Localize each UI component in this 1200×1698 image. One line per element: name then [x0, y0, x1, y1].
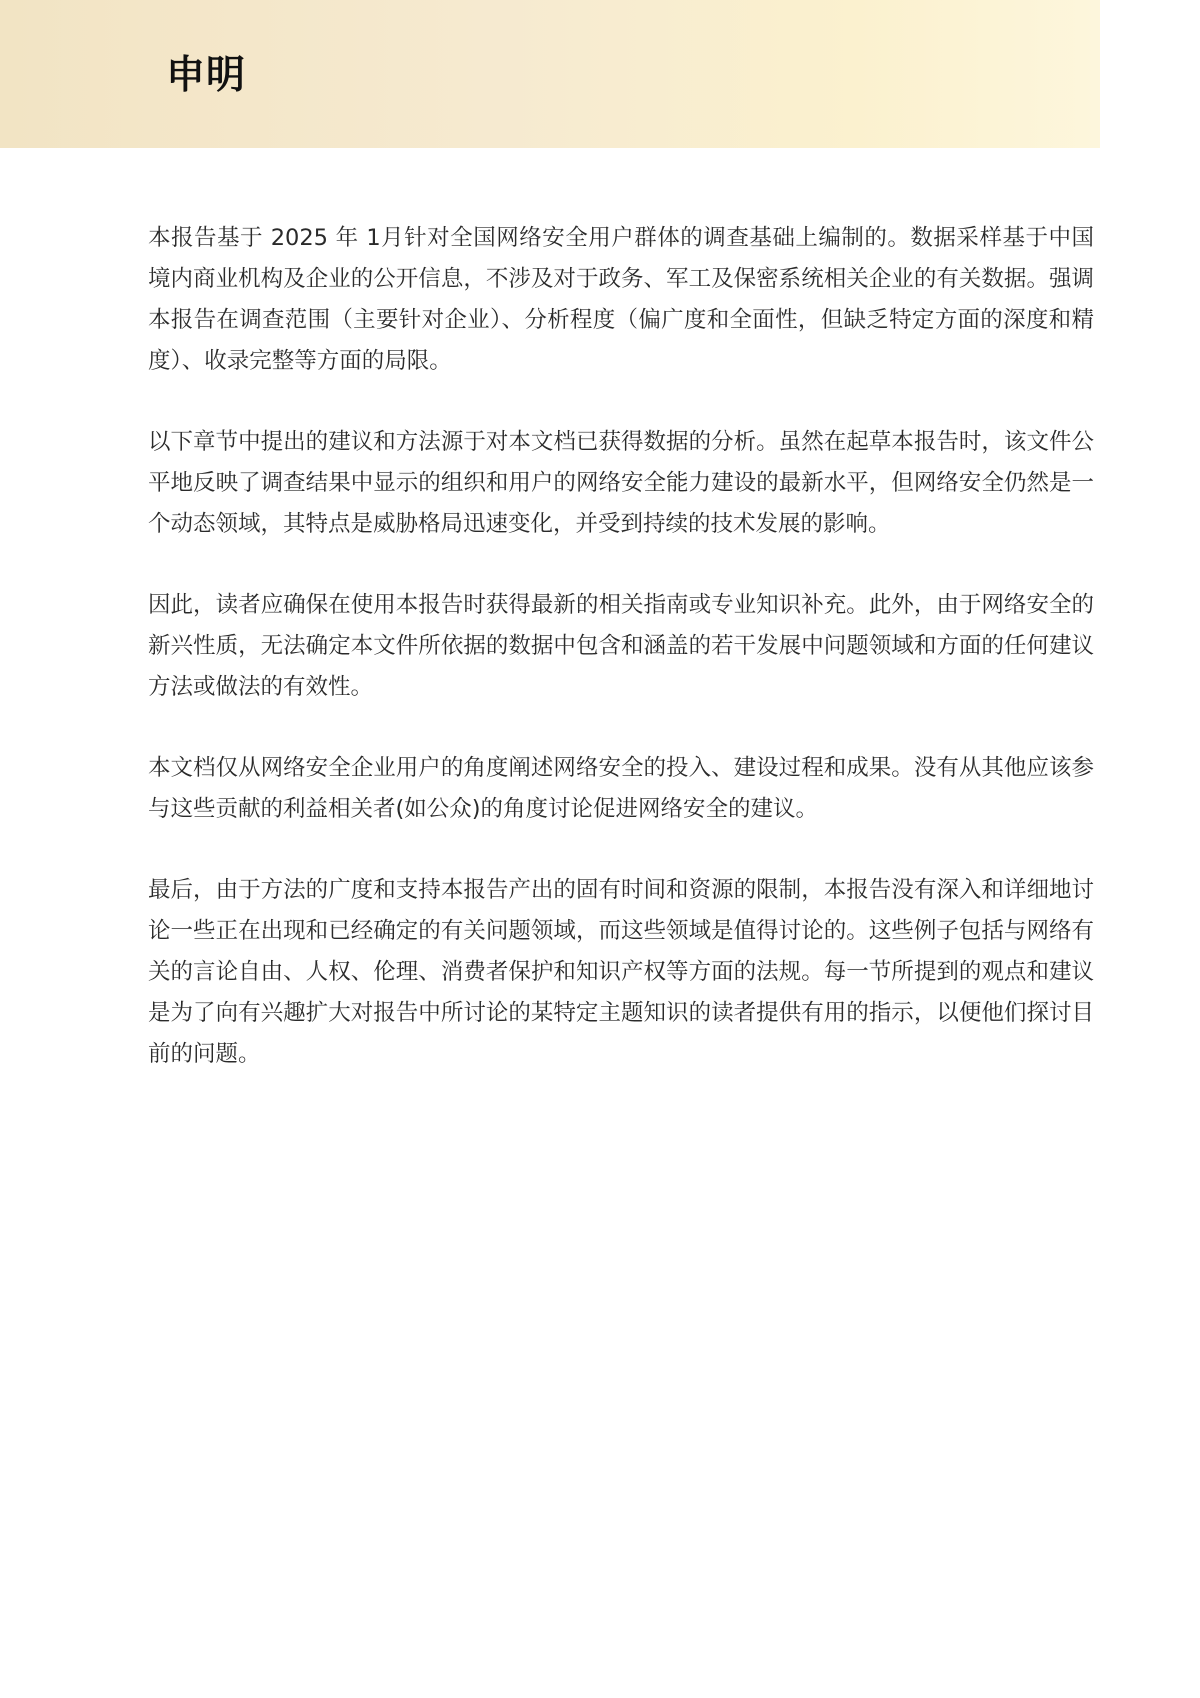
header-banner — [0, 0, 1100, 148]
disclaimer-body — [148, 218, 1094, 1115]
paragraph-analysis-basis: 以下章节中提出的建议和方法源于对本文档已获得数据的分析。虽然在起草本报告时，该文件公平地反映了调查结果中显示的组织和用户的网络安全能力建设的最新水平，但网络安全仍然是一个动态领域，其特点是威胁格局迅速变化，并受到持续的技术发展的影响。 — [148, 429, 1094, 537]
paragraph-survey-scope: 本报告基于 2025 年 1月针对全国网络安全用户群体的调查基础上编制的。数据采样基于中国境内商业机构及企业的公开信息，不涉及对于政务、军工及保密系统相关企业的有关数据。强调本报告在调查范围（主要针对企业）、分析程度（偏广度和全面性，但缺乏特定方面的深度和精度）、收录完整等方面的局限。 — [148, 225, 1094, 374]
paragraph-limitations: 最后，由于方法的广度和支持本报告产出的固有时间和资源的限制，本报告没有深入和详细地讨论一些正在出现和已经确定的有关问题领域，而这些领域是值得讨论的。这些例子包括与网络有关的言论自由、人权、伦理、消费者保护和知识产权等方面的法规。每一节所提到的观点和建议是为了向有兴趣扩大对报告中所讨论的某特定主题知识的读者提供有用的指示，以便他们探讨目前的问题。 — [148, 877, 1094, 1067]
page-title: 申明 — [166, 53, 247, 98]
paragraph-reader-advice: 因此，读者应确保在使用本报告时获得最新的相关指南或专业知识补充。此外，由于网络安全的新兴性质，无法确定本文件所依据的数据中包含和涵盖的若干发展中问题领域和方面的任何建议方法或做法的有效性。 — [148, 592, 1094, 700]
paragraph-perspective: 本文档仅从网络安全企业用户的角度阐述网络安全的投入、建设过程和成果。没有从其他应该参与这些贡献的利益相关者(如公众)的角度讨论促进网络安全的建议。 — [148, 755, 1094, 822]
